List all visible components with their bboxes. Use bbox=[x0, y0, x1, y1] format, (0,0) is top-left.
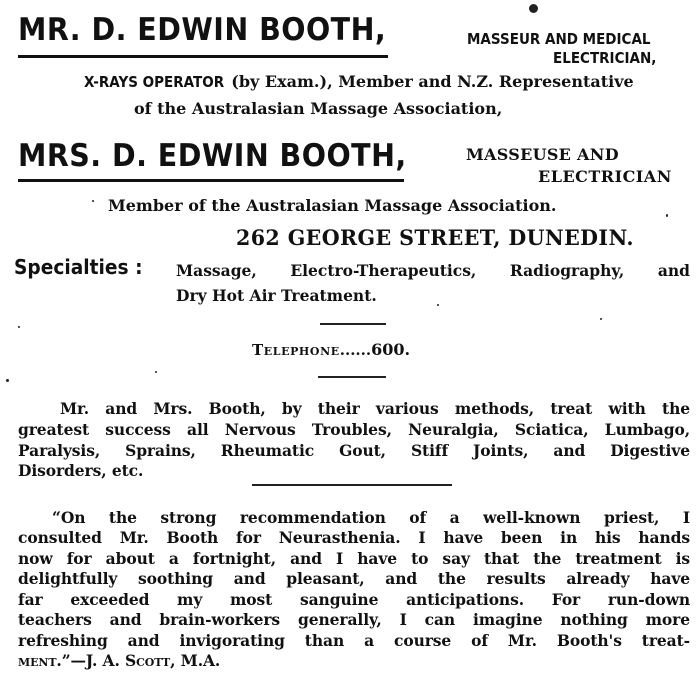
mrs-booth-name-underline bbox=[18, 179, 404, 182]
telephone-label: Telephone bbox=[252, 341, 340, 359]
body-line-1: Mr. and Mrs. Booth, by their various methods, treat with the bbox=[60, 399, 690, 418]
body-line-2: greatest success all Nervous Troubles, Neuralgia, Sciatica, Lumbago, bbox=[18, 420, 690, 439]
divider-medium bbox=[252, 484, 452, 486]
telephone-number: 600. bbox=[371, 340, 411, 359]
mrs-booth-membership: Member of the Australasian Massage Association. bbox=[108, 196, 557, 215]
divider-short-1 bbox=[320, 323, 386, 325]
testimonial-line-3: now for about a fortnight, and I have to say that the treatment is bbox=[18, 549, 690, 568]
telephone-dots: ...... bbox=[339, 341, 372, 359]
testimonial-line-2: consulted Mr. Booth for Neurasthenia. I have been in his hands bbox=[18, 528, 690, 547]
ink-speck bbox=[18, 326, 20, 328]
specialties-line1: Massage, Electro-Therapeutics, Radiography, and bbox=[176, 261, 690, 280]
ink-speck bbox=[6, 379, 9, 382]
mr-booth-name: MR. D. EDWIN BOOTH, bbox=[18, 12, 387, 48]
testimonial-line-7: refreshing and invigorating than a course of Mr. Booth's treat- bbox=[18, 631, 690, 650]
testimonial-line-5: far exceeded my most sanguine anticipations. For run-down bbox=[18, 590, 690, 609]
street-address: 262 GEORGE STREET, DUNEDIN. bbox=[236, 225, 634, 250]
specialties-label: Specialties : bbox=[14, 255, 143, 279]
ink-speck bbox=[666, 214, 668, 217]
mr-booth-credentials-line1 bbox=[84, 72, 634, 91]
testimonial-line-8: ment.”—J. A. Scott, M.A. bbox=[18, 651, 221, 670]
testimonial-line-6: teachers and brain-workers generally, I can imagine nothing more bbox=[18, 610, 690, 629]
xray-operator-label: X-RAYS OPERATOR bbox=[84, 73, 225, 91]
body-line-4: Disorders, etc. bbox=[18, 461, 144, 480]
body-line-3: Paralysis, Sprains, Rheumatic Gout, Stiff Joints, and Digestive bbox=[18, 441, 690, 460]
mr-booth-credentials-line2: of the Australasian Massage Association, bbox=[134, 99, 503, 118]
ink-speck bbox=[92, 200, 94, 202]
specialties-line2: Dry Hot Air Treatment. bbox=[176, 286, 377, 305]
mr-booth-name-underline bbox=[18, 55, 388, 58]
divider-short-2 bbox=[318, 376, 386, 378]
credentials-rest: (by Exam.), Member and N.Z. Representative bbox=[225, 72, 634, 91]
telephone-line bbox=[252, 340, 410, 359]
testimonial-line-1: “On the strong recommendation of a well-known priest, I bbox=[52, 508, 690, 527]
mrs-booth-name: MRS. D. EDWIN BOOTH, bbox=[18, 138, 407, 174]
mrs-booth-title-line1: MASSEUSE AND bbox=[466, 145, 619, 164]
ink-speck bbox=[529, 4, 538, 13]
mr-booth-title-line1: MASSEUR AND MEDICAL bbox=[467, 30, 651, 48]
mrs-booth-title-line2: ELECTRICIAN bbox=[538, 167, 672, 186]
ink-speck bbox=[155, 371, 157, 373]
ink-speck bbox=[600, 318, 602, 320]
testimonial-line-4: delightfully soothing and pleasant, and the results already have bbox=[18, 569, 690, 588]
mr-booth-title-line2: ELECTRICIAN, bbox=[553, 49, 657, 67]
ink-speck bbox=[437, 304, 439, 306]
